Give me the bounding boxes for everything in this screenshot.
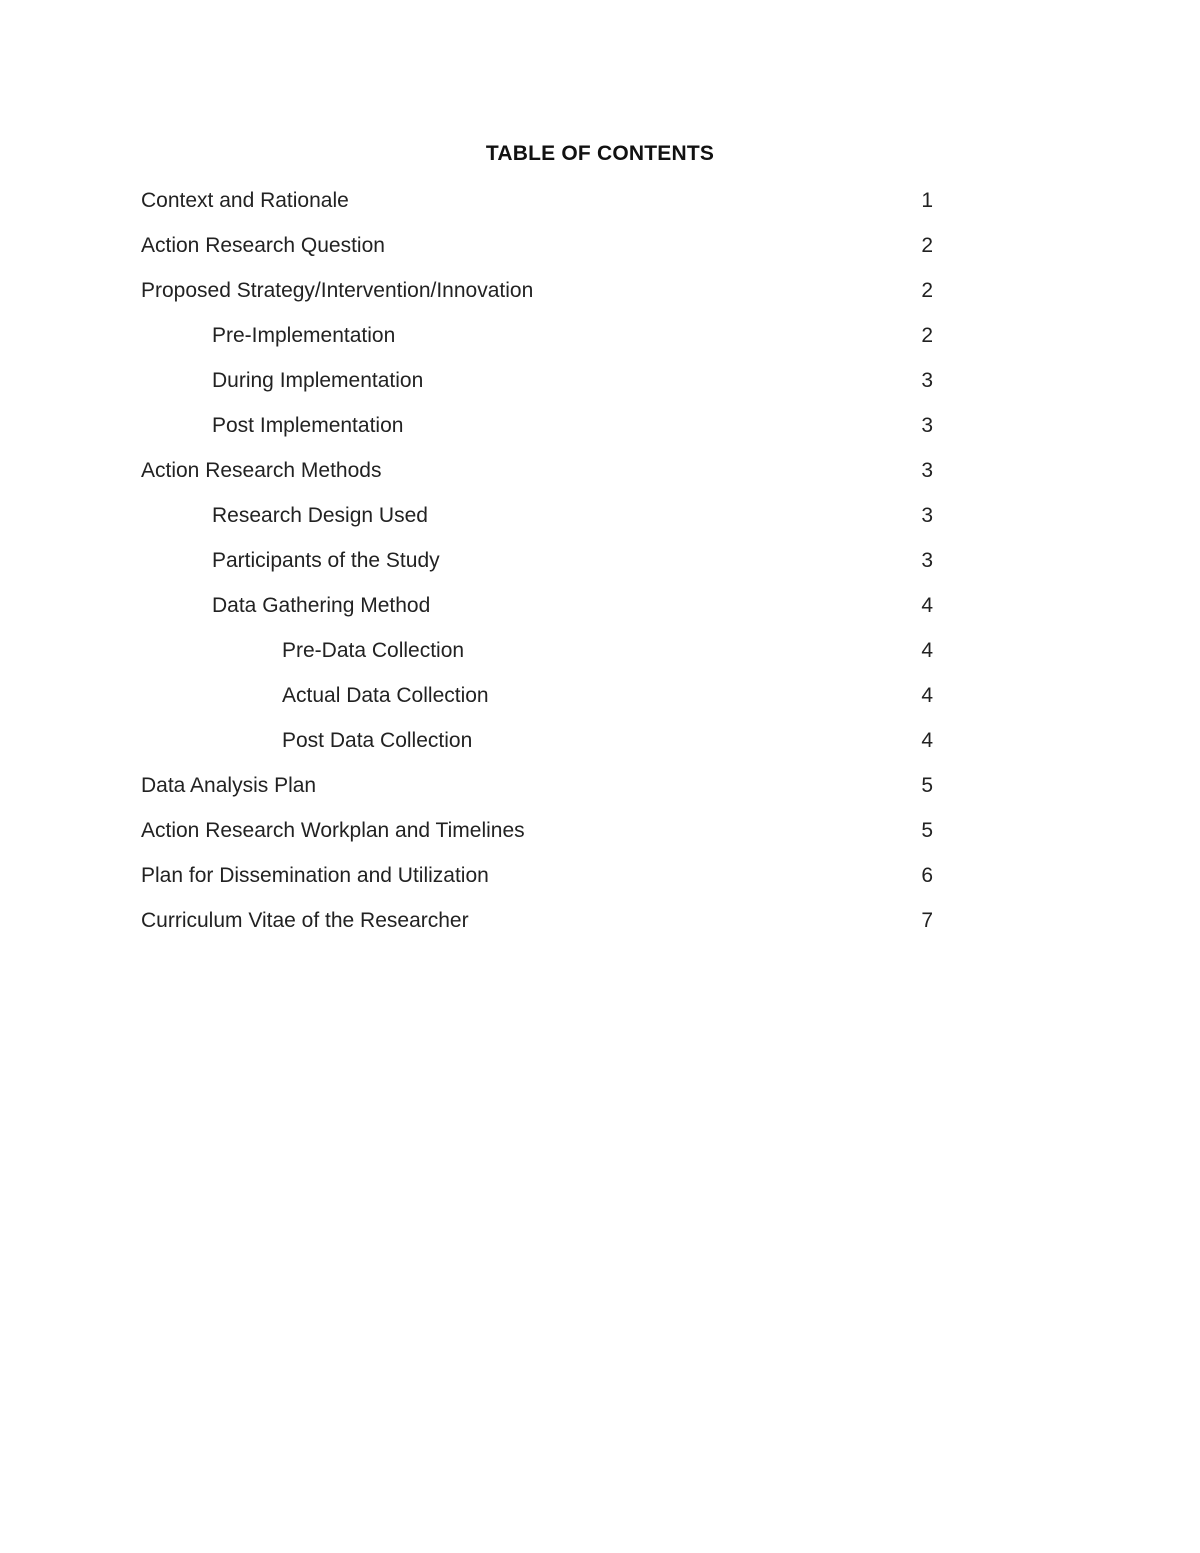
toc-entry bbox=[141, 454, 933, 499]
toc-entry-label: Data Analysis Plan bbox=[141, 774, 317, 797]
toc-entry bbox=[141, 409, 933, 454]
toc-entry bbox=[141, 274, 933, 319]
toc-entry-label: Pre-Data Collection bbox=[282, 639, 465, 662]
toc-entry-page-number: 3 bbox=[921, 504, 933, 527]
toc-entry-label: Post Data Collection bbox=[282, 729, 473, 752]
page-title: TABLE OF CONTENTS bbox=[485, 142, 715, 165]
toc-entry bbox=[141, 229, 933, 274]
toc-entry-label: Proposed Strategy/Intervention/Innovation bbox=[141, 279, 534, 302]
toc-entry-page-number: 1 bbox=[921, 189, 933, 212]
toc-entry-page-number: 5 bbox=[921, 774, 933, 797]
toc-entry-label: Action Research Workplan and Timelines bbox=[141, 819, 525, 842]
toc-entry bbox=[141, 724, 933, 769]
toc-entry-label: Pre-Implementation bbox=[212, 324, 396, 347]
toc-entry-page-number: 4 bbox=[921, 684, 933, 707]
toc-entry bbox=[141, 634, 933, 679]
toc-entry bbox=[141, 364, 933, 409]
toc-entry-label: During Implementation bbox=[212, 369, 424, 392]
toc-entry bbox=[141, 184, 933, 229]
toc-entry-page-number: 3 bbox=[921, 414, 933, 437]
toc-entry-label: Participants of the Study bbox=[212, 549, 440, 572]
toc-entry-label: Action Research Question bbox=[141, 234, 385, 257]
toc-entry-label: Data Gathering Method bbox=[212, 594, 431, 617]
toc-entry-page-number: 3 bbox=[921, 369, 933, 392]
toc-entry-page-number: 3 bbox=[921, 459, 933, 482]
toc-entry-page-number: 3 bbox=[921, 549, 933, 572]
toc-entry-label: Research Design Used bbox=[212, 504, 428, 527]
toc-entry-page-number: 5 bbox=[921, 819, 933, 842]
toc-entry-label: Context and Rationale bbox=[141, 189, 349, 212]
toc-entry bbox=[141, 769, 933, 814]
toc-entry bbox=[141, 859, 933, 904]
toc-entry bbox=[141, 679, 933, 724]
toc-entry-label: Actual Data Collection bbox=[282, 684, 489, 707]
toc-entry-page-number: 4 bbox=[921, 729, 933, 752]
toc-entry bbox=[141, 589, 933, 634]
toc-entry bbox=[141, 544, 933, 589]
toc-entry bbox=[141, 904, 933, 949]
toc-entry-page-number: 2 bbox=[921, 279, 933, 302]
toc-entry-page-number: 2 bbox=[921, 324, 933, 347]
toc-entry bbox=[141, 814, 933, 859]
toc-entry-label: Post Implementation bbox=[212, 414, 404, 437]
toc-entry-page-number: 4 bbox=[921, 594, 933, 617]
toc-entry-page-number: 2 bbox=[921, 234, 933, 257]
toc-entry-label: Curriculum Vitae of the Researcher bbox=[141, 909, 469, 932]
toc-entry-page-number: 6 bbox=[921, 864, 933, 887]
toc-entry bbox=[141, 319, 933, 364]
toc-entry-page-number: 7 bbox=[921, 909, 933, 932]
toc-entry bbox=[141, 499, 933, 544]
toc-entry-label: Plan for Dissemination and Utilization bbox=[141, 864, 489, 887]
toc-list bbox=[141, 184, 933, 949]
toc-entry-label: Action Research Methods bbox=[141, 459, 382, 482]
toc-entry-page-number: 4 bbox=[921, 639, 933, 662]
